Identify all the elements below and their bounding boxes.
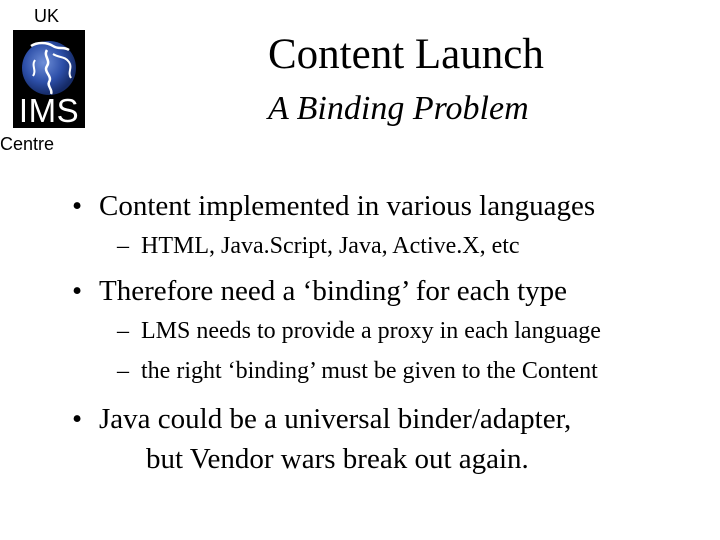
bullet-continuation: but Vendor wars break out again. [146, 443, 529, 475]
logo-bottom-text: Centre [0, 134, 55, 154]
bullet-marker: • [72, 190, 83, 222]
logo-top-text: UK [34, 6, 60, 26]
bullet-text: Therefore need a ‘binding’ for each type [99, 275, 568, 307]
bullet-text: Content implemented in various languages [99, 190, 596, 222]
bullet-item [72, 403, 571, 436]
bullet-item [72, 275, 567, 308]
sub-bullet-text: the right ‘binding’ must be given to the Content [141, 358, 598, 384]
bullet-item [72, 190, 595, 223]
logo-name: IMS [18, 92, 80, 129]
bullet-marker: • [72, 403, 83, 435]
sub-bullet-item [117, 358, 598, 385]
slide-subtitle: A Binding Problem [268, 90, 529, 127]
bullet-text: Java could be a universal binder/adapter, [99, 403, 572, 435]
sub-bullet-marker: – [117, 358, 129, 384]
sub-bullet-item [117, 233, 520, 260]
slide-title: Content Launch [268, 31, 544, 78]
sub-bullet-item [117, 318, 601, 345]
sub-bullet-text: LMS needs to provide a proxy in each language [141, 318, 601, 344]
bullet-marker: • [72, 275, 83, 307]
sub-bullet-marker: – [117, 233, 129, 259]
ims-logo [13, 30, 85, 128]
globe-icon [13, 30, 85, 100]
sub-bullet-marker: – [117, 318, 129, 344]
sub-bullet-text: HTML, Java.Script, Java, Active.X, etc [141, 233, 520, 259]
